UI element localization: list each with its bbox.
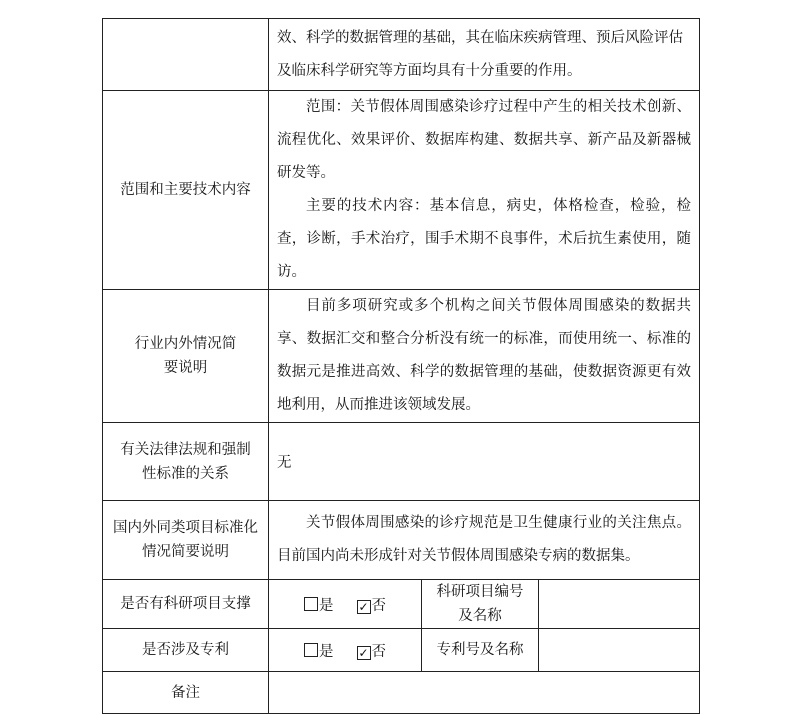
similar-label: 国内外同类项目标准化情况简要说明 xyxy=(103,501,269,580)
research-sub-label: 科研项目编号及名称 xyxy=(422,580,539,629)
patent-yes-label: 是 xyxy=(318,643,334,660)
remark-label: 备注 xyxy=(103,672,269,714)
scope-text-cell xyxy=(269,91,700,290)
industry-label: 行业内外情况简要说明 xyxy=(103,290,269,423)
intro-line-2: 及临床科学研究等方面均具有十分重要的作用。 xyxy=(277,62,582,79)
patent-no-label: 否 xyxy=(371,643,387,660)
similar-text: 关节假体周围感染的诊疗规范是卫生健康行业的关注焦点。目前国内尚未形成针对关节假体周围感染专病的数据集。 xyxy=(269,501,700,580)
scope-row xyxy=(103,91,700,290)
patent-yes-checkbox[interactable] xyxy=(304,643,318,657)
research-no-checkbox[interactable]: ✓ xyxy=(358,599,369,614)
patent-label: 是否涉及专利 xyxy=(103,629,269,672)
industry-row xyxy=(103,290,700,423)
research-choice-cell xyxy=(269,580,422,629)
similar-row xyxy=(103,501,700,580)
project-form-table xyxy=(102,18,700,714)
law-value: 无 xyxy=(269,423,700,501)
patent-sub-value[interactable] xyxy=(539,629,700,672)
scope-paragraph-1: 范围：关节假体周围感染诊疗过程中产生的相关技术创新、流程优化、效果评价、数据库构建、数据共享、新产品及新器械研发等。 xyxy=(277,99,691,181)
scope-label: 范围和主要技术内容 xyxy=(103,91,269,290)
law-label: 有关法律法规和强制性标准的关系 xyxy=(103,423,269,501)
patent-no-checkbox[interactable]: ✓ xyxy=(358,645,369,660)
law-row xyxy=(103,423,700,501)
research-yes-checkbox[interactable] xyxy=(304,597,318,611)
scope-paragraph-2: 主要的技术内容：基本信息，病史，体格检查，检验，检查，诊断，手术治疗，围手术期不良事件，术后抗生素使用，随访。 xyxy=(277,198,691,280)
remark-value[interactable] xyxy=(269,672,700,714)
patent-sub-label: 专利号及名称 xyxy=(422,629,539,672)
intro-label-cell xyxy=(103,19,269,91)
research-no-label: 否 xyxy=(371,597,387,614)
research-label: 是否有科研项目支撑 xyxy=(103,580,269,629)
intro-line-1: 效、科学的数据管理的基础，其在临床疾病管理、预后风险评估 xyxy=(277,29,683,46)
research-yes-label: 是 xyxy=(318,597,334,614)
patent-row xyxy=(103,629,700,672)
intro-row xyxy=(103,19,700,91)
patent-choice-cell xyxy=(269,629,422,672)
remark-row xyxy=(103,672,700,714)
intro-text-cell xyxy=(269,19,700,91)
industry-text: 目前多项研究或多个机构之间关节假体周围感染的数据共享、数据汇交和整合分析没有统一的标准，而使用统一、标准的数据元是推进高效、科学的数据管理的基础，使数据资源更有效地利用，从而推进该领域发展。 xyxy=(269,290,700,423)
research-sub-value[interactable] xyxy=(539,580,700,629)
research-row xyxy=(103,580,700,629)
